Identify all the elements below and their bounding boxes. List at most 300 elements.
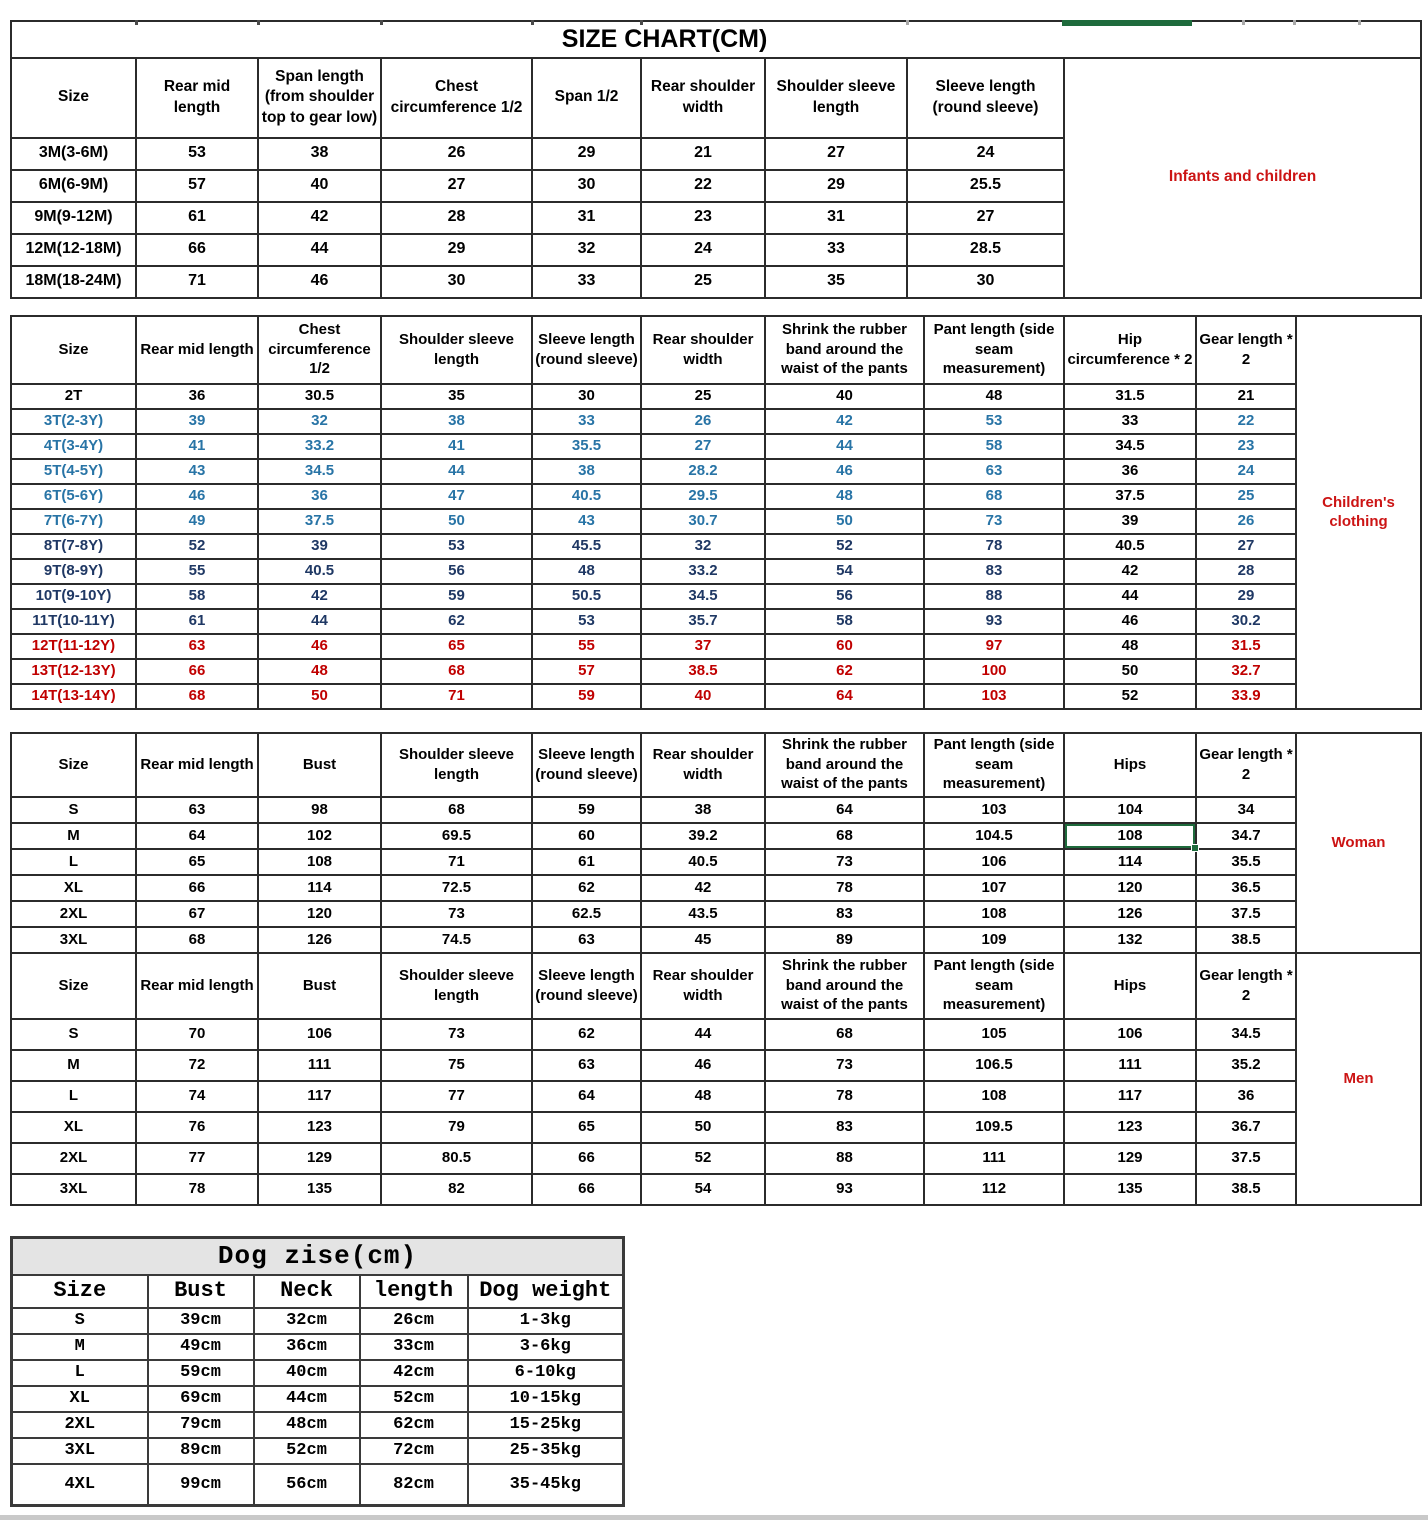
infants-cell-2-7: 27 bbox=[907, 202, 1064, 234]
children-cell-4-5: 29.5 bbox=[641, 484, 765, 509]
men-cell-0-7: 105 bbox=[924, 1019, 1064, 1050]
children-cell-10-6: 60 bbox=[765, 634, 924, 659]
children-col-header-8: Hip circumference * 2 bbox=[1064, 316, 1196, 384]
children-cell-11-2: 48 bbox=[258, 659, 381, 684]
children-cell-1-2: 32 bbox=[258, 409, 381, 434]
dog-col-header-1: Bust bbox=[148, 1275, 254, 1308]
infants-title-row bbox=[11, 21, 1421, 58]
men-cell-2-3: 77 bbox=[381, 1081, 532, 1112]
infants-side-label: Infants and children bbox=[1064, 58, 1421, 298]
children-cell-3-1: 43 bbox=[136, 459, 258, 484]
children-row-1 bbox=[11, 409, 1421, 434]
woman-cell-3-6: 78 bbox=[765, 875, 924, 901]
woman-cell-4-7: 108 bbox=[924, 901, 1064, 927]
woman-cell-3-0: XL bbox=[11, 875, 136, 901]
men-col-header-0: Size bbox=[11, 953, 136, 1019]
woman-cell-1-8: 108 bbox=[1064, 823, 1196, 849]
children-cell-6-2: 39 bbox=[258, 534, 381, 559]
woman-cell-2-2: 108 bbox=[258, 849, 381, 875]
dog-col-header-3: length bbox=[360, 1275, 468, 1308]
children-cell-1-3: 38 bbox=[381, 409, 532, 434]
men-cell-5-4: 66 bbox=[532, 1174, 641, 1205]
children-row-11 bbox=[11, 659, 1421, 684]
children-row-5 bbox=[11, 509, 1421, 534]
column-tick bbox=[1293, 20, 1296, 25]
children-cell-8-5: 34.5 bbox=[641, 584, 765, 609]
men-cell-0-5: 44 bbox=[641, 1019, 765, 1050]
children-cell-12-9: 33.9 bbox=[1196, 684, 1296, 709]
woman-cell-1-6: 68 bbox=[765, 823, 924, 849]
dog-cell-5-1: 89cm bbox=[148, 1438, 254, 1464]
children-cell-6-5: 32 bbox=[641, 534, 765, 559]
men-cell-1-3: 75 bbox=[381, 1050, 532, 1081]
men-cell-3-0: XL bbox=[11, 1112, 136, 1143]
children-cell-9-9: 30.2 bbox=[1196, 609, 1296, 634]
children-cell-0-0: 2T bbox=[11, 384, 136, 409]
children-row-8 bbox=[11, 584, 1421, 609]
dog-cell-2-3: 42cm bbox=[360, 1360, 468, 1386]
children-cell-2-9: 23 bbox=[1196, 434, 1296, 459]
men-cell-4-1: 77 bbox=[136, 1143, 258, 1174]
men-cell-3-8: 123 bbox=[1064, 1112, 1196, 1143]
children-cell-9-3: 62 bbox=[381, 609, 532, 634]
infants-cell-3-0: 12M(12-18M) bbox=[11, 234, 136, 266]
infants-cell-4-1: 71 bbox=[136, 266, 258, 298]
dog-cell-5-3: 72cm bbox=[360, 1438, 468, 1464]
children-cell-12-5: 40 bbox=[641, 684, 765, 709]
men-row-2 bbox=[11, 1081, 1421, 1112]
children-row-9 bbox=[11, 609, 1421, 634]
infants-cell-0-7: 24 bbox=[907, 138, 1064, 170]
dog-cell-1-1: 49cm bbox=[148, 1334, 254, 1360]
children-cell-9-6: 58 bbox=[765, 609, 924, 634]
men-cell-5-8: 135 bbox=[1064, 1174, 1196, 1205]
dog-cell-2-0: L bbox=[12, 1360, 148, 1386]
children-cell-10-8: 48 bbox=[1064, 634, 1196, 659]
men-cell-3-7: 109.5 bbox=[924, 1112, 1064, 1143]
dog-cell-3-4: 10-15kg bbox=[468, 1386, 624, 1412]
woman-cell-5-0: 3XL bbox=[11, 927, 136, 953]
woman-cell-0-3: 68 bbox=[381, 797, 532, 823]
infants-cell-4-3: 30 bbox=[381, 266, 532, 298]
infants-cell-3-3: 29 bbox=[381, 234, 532, 266]
children-cell-5-7: 73 bbox=[924, 509, 1064, 534]
children-cell-6-3: 53 bbox=[381, 534, 532, 559]
children-cell-3-0: 5T(4-5Y) bbox=[11, 459, 136, 484]
children-cell-5-6: 50 bbox=[765, 509, 924, 534]
children-cell-2-0: 4T(3-4Y) bbox=[11, 434, 136, 459]
woman-col-header-1: Rear mid length bbox=[136, 733, 258, 797]
infants-cell-0-5: 21 bbox=[641, 138, 765, 170]
woman-cell-5-7: 109 bbox=[924, 927, 1064, 953]
dog-col-header-0: Size bbox=[12, 1275, 148, 1308]
men-col-header-7: Pant length (side seam measurement) bbox=[924, 953, 1064, 1019]
children-cell-5-0: 7T(6-7Y) bbox=[11, 509, 136, 534]
children-row-4 bbox=[11, 484, 1421, 509]
children-cell-3-6: 46 bbox=[765, 459, 924, 484]
children-cell-11-3: 68 bbox=[381, 659, 532, 684]
children-cell-6-7: 78 bbox=[924, 534, 1064, 559]
children-cell-10-4: 55 bbox=[532, 634, 641, 659]
children-cell-2-1: 41 bbox=[136, 434, 258, 459]
children-cell-1-4: 33 bbox=[532, 409, 641, 434]
children-cell-8-7: 88 bbox=[924, 584, 1064, 609]
men-cell-0-1: 70 bbox=[136, 1019, 258, 1050]
woman-cell-1-0: M bbox=[11, 823, 136, 849]
children-cell-4-0: 6T(5-6Y) bbox=[11, 484, 136, 509]
children-cell-5-1: 49 bbox=[136, 509, 258, 534]
woman-cell-4-5: 43.5 bbox=[641, 901, 765, 927]
woman-cell-4-9: 37.5 bbox=[1196, 901, 1296, 927]
infants-cell-1-0: 6M(6-9M) bbox=[11, 170, 136, 202]
infants-cell-2-1: 61 bbox=[136, 202, 258, 234]
dog-title-row bbox=[12, 1237, 624, 1275]
men-cell-1-8: 111 bbox=[1064, 1050, 1196, 1081]
woman-cell-3-9: 36.5 bbox=[1196, 875, 1296, 901]
children-cell-9-0: 11T(10-11Y) bbox=[11, 609, 136, 634]
woman-header-row bbox=[11, 733, 1421, 797]
men-cell-2-8: 117 bbox=[1064, 1081, 1196, 1112]
woman-col-header-2: Bust bbox=[258, 733, 381, 797]
children-col-header-6: Shrink the rubber band around the waist of the pants bbox=[765, 316, 924, 384]
woman-cell-0-9: 34 bbox=[1196, 797, 1296, 823]
infants-cell-3-4: 32 bbox=[532, 234, 641, 266]
dog-row-4 bbox=[12, 1412, 624, 1438]
children-cell-9-5: 35.7 bbox=[641, 609, 765, 634]
children-cell-7-7: 83 bbox=[924, 559, 1064, 584]
children-cell-3-8: 36 bbox=[1064, 459, 1196, 484]
children-cell-6-4: 45.5 bbox=[532, 534, 641, 559]
woman-cell-4-6: 83 bbox=[765, 901, 924, 927]
column-tick bbox=[1242, 20, 1245, 25]
children-cell-8-1: 58 bbox=[136, 584, 258, 609]
infants-cell-2-3: 28 bbox=[381, 202, 532, 234]
children-cell-8-4: 50.5 bbox=[532, 584, 641, 609]
children-cell-4-3: 47 bbox=[381, 484, 532, 509]
children-cell-7-6: 54 bbox=[765, 559, 924, 584]
men-cell-0-4: 62 bbox=[532, 1019, 641, 1050]
dog-cell-5-4: 25-35kg bbox=[468, 1438, 624, 1464]
children-cell-7-1: 55 bbox=[136, 559, 258, 584]
woman-cell-0-7: 103 bbox=[924, 797, 1064, 823]
dog-size-table bbox=[10, 1236, 625, 1507]
woman-row-3 bbox=[11, 875, 1421, 901]
men-cell-5-1: 78 bbox=[136, 1174, 258, 1205]
infants-cell-3-5: 24 bbox=[641, 234, 765, 266]
woman-cell-2-4: 61 bbox=[532, 849, 641, 875]
dog-col-header-2: Neck bbox=[254, 1275, 360, 1308]
woman-cell-1-1: 64 bbox=[136, 823, 258, 849]
woman-cell-3-4: 62 bbox=[532, 875, 641, 901]
dog-cell-5-0: 3XL bbox=[12, 1438, 148, 1464]
men-cell-5-0: 3XL bbox=[11, 1174, 136, 1205]
dog-cell-5-2: 52cm bbox=[254, 1438, 360, 1464]
children-cell-8-3: 59 bbox=[381, 584, 532, 609]
woman-cell-4-0: 2XL bbox=[11, 901, 136, 927]
infants-cell-4-0: 18M(18-24M) bbox=[11, 266, 136, 298]
children-cell-4-1: 46 bbox=[136, 484, 258, 509]
children-cell-12-8: 52 bbox=[1064, 684, 1196, 709]
men-col-header-5: Rear shoulder width bbox=[641, 953, 765, 1019]
men-cell-0-6: 68 bbox=[765, 1019, 924, 1050]
men-row-5 bbox=[11, 1174, 1421, 1205]
men-cell-0-9: 34.5 bbox=[1196, 1019, 1296, 1050]
dog-cell-1-2: 36cm bbox=[254, 1334, 360, 1360]
children-cell-0-7: 48 bbox=[924, 384, 1064, 409]
children-cell-4-6: 48 bbox=[765, 484, 924, 509]
men-row-1 bbox=[11, 1050, 1421, 1081]
infants-cell-0-3: 26 bbox=[381, 138, 532, 170]
dog-cell-0-2: 32cm bbox=[254, 1308, 360, 1334]
children-cell-5-9: 26 bbox=[1196, 509, 1296, 534]
children-header-row bbox=[11, 316, 1421, 384]
men-size-table bbox=[10, 952, 1422, 1206]
infants-cell-0-0: 3M(3-6M) bbox=[11, 138, 136, 170]
children-cell-6-1: 52 bbox=[136, 534, 258, 559]
infants-col-header-2: Span length (from shoulder top to gear low) bbox=[258, 58, 381, 138]
infants-cell-1-2: 40 bbox=[258, 170, 381, 202]
men-cell-1-0: M bbox=[11, 1050, 136, 1081]
dog-cell-2-1: 59cm bbox=[148, 1360, 254, 1386]
men-cell-5-5: 54 bbox=[641, 1174, 765, 1205]
dog-cell-3-2: 44cm bbox=[254, 1386, 360, 1412]
children-cell-2-7: 58 bbox=[924, 434, 1064, 459]
infants-cell-2-2: 42 bbox=[258, 202, 381, 234]
dog-cell-0-0: S bbox=[12, 1308, 148, 1334]
children-size-table bbox=[10, 315, 1422, 710]
children-cell-4-2: 36 bbox=[258, 484, 381, 509]
children-cell-10-1: 63 bbox=[136, 634, 258, 659]
children-row-0 bbox=[11, 384, 1421, 409]
woman-cell-2-5: 40.5 bbox=[641, 849, 765, 875]
dog-cell-2-4: 6-10kg bbox=[468, 1360, 624, 1386]
column-tick bbox=[906, 20, 909, 25]
children-cell-2-2: 33.2 bbox=[258, 434, 381, 459]
children-cell-5-3: 50 bbox=[381, 509, 532, 534]
infants-cell-2-0: 9M(9-12M) bbox=[11, 202, 136, 234]
children-cell-3-7: 63 bbox=[924, 459, 1064, 484]
men-col-header-2: Bust bbox=[258, 953, 381, 1019]
infants-col-header-7: Sleeve length (round sleeve) bbox=[907, 58, 1064, 138]
children-cell-8-8: 44 bbox=[1064, 584, 1196, 609]
men-cell-4-3: 80.5 bbox=[381, 1143, 532, 1174]
children-cell-2-6: 44 bbox=[765, 434, 924, 459]
children-cell-1-9: 22 bbox=[1196, 409, 1296, 434]
children-cell-9-7: 93 bbox=[924, 609, 1064, 634]
dog-cell-3-0: XL bbox=[12, 1386, 148, 1412]
children-col-header-2: Chest circumference 1/2 bbox=[258, 316, 381, 384]
dog-row-6 bbox=[12, 1464, 624, 1505]
men-row-4 bbox=[11, 1143, 1421, 1174]
woman-cell-4-8: 126 bbox=[1064, 901, 1196, 927]
children-cell-12-0: 14T(13-14Y) bbox=[11, 684, 136, 709]
children-cell-6-9: 27 bbox=[1196, 534, 1296, 559]
children-col-header-4: Sleeve length (round sleeve) bbox=[532, 316, 641, 384]
woman-cell-1-7: 104.5 bbox=[924, 823, 1064, 849]
woman-col-header-4: Sleeve length (round sleeve) bbox=[532, 733, 641, 797]
woman-col-header-8: Hips bbox=[1064, 733, 1196, 797]
men-cell-1-5: 46 bbox=[641, 1050, 765, 1081]
children-cell-12-6: 64 bbox=[765, 684, 924, 709]
children-cell-12-7: 103 bbox=[924, 684, 1064, 709]
infants-cell-4-7: 30 bbox=[907, 266, 1064, 298]
children-cell-10-2: 46 bbox=[258, 634, 381, 659]
dog-cell-1-3: 33cm bbox=[360, 1334, 468, 1360]
children-cell-3-9: 24 bbox=[1196, 459, 1296, 484]
woman-cell-0-5: 38 bbox=[641, 797, 765, 823]
infants-cell-3-1: 66 bbox=[136, 234, 258, 266]
woman-cell-1-2: 102 bbox=[258, 823, 381, 849]
woman-cell-5-5: 45 bbox=[641, 927, 765, 953]
men-cell-5-2: 135 bbox=[258, 1174, 381, 1205]
men-cell-4-2: 129 bbox=[258, 1143, 381, 1174]
infants-cell-1-5: 22 bbox=[641, 170, 765, 202]
children-cell-5-5: 30.7 bbox=[641, 509, 765, 534]
children-cell-10-7: 97 bbox=[924, 634, 1064, 659]
dog-col-header-4: Dog weight bbox=[468, 1275, 624, 1308]
dog-cell-3-1: 69cm bbox=[148, 1386, 254, 1412]
men-cell-4-4: 66 bbox=[532, 1143, 641, 1174]
men-cell-1-9: 35.2 bbox=[1196, 1050, 1296, 1081]
woman-cell-3-1: 66 bbox=[136, 875, 258, 901]
children-cell-4-8: 37.5 bbox=[1064, 484, 1196, 509]
dog-row-3 bbox=[12, 1386, 624, 1412]
children-cell-0-1: 36 bbox=[136, 384, 258, 409]
infants-cell-4-2: 46 bbox=[258, 266, 381, 298]
children-cell-8-6: 56 bbox=[765, 584, 924, 609]
woman-cell-5-9: 38.5 bbox=[1196, 927, 1296, 953]
men-row-3 bbox=[11, 1112, 1421, 1143]
woman-cell-0-6: 64 bbox=[765, 797, 924, 823]
infants-cell-0-6: 27 bbox=[765, 138, 907, 170]
dog-cell-4-1: 79cm bbox=[148, 1412, 254, 1438]
men-cell-4-7: 111 bbox=[924, 1143, 1064, 1174]
children-cell-11-0: 13T(12-13Y) bbox=[11, 659, 136, 684]
men-cell-5-3: 82 bbox=[381, 1174, 532, 1205]
children-cell-5-8: 39 bbox=[1064, 509, 1196, 534]
infants-col-header-6: Shoulder sleeve length bbox=[765, 58, 907, 138]
men-cell-2-9: 36 bbox=[1196, 1081, 1296, 1112]
woman-cell-2-0: L bbox=[11, 849, 136, 875]
woman-cell-5-3: 74.5 bbox=[381, 927, 532, 953]
woman-cell-2-9: 35.5 bbox=[1196, 849, 1296, 875]
infants-cell-3-6: 33 bbox=[765, 234, 907, 266]
woman-cell-3-5: 42 bbox=[641, 875, 765, 901]
woman-cell-4-2: 120 bbox=[258, 901, 381, 927]
woman-row-4 bbox=[11, 901, 1421, 927]
children-cell-1-7: 53 bbox=[924, 409, 1064, 434]
men-cell-0-0: S bbox=[11, 1019, 136, 1050]
men-side-label: Men bbox=[1296, 953, 1421, 1205]
woman-cell-2-1: 65 bbox=[136, 849, 258, 875]
dog-cell-4-4: 15-25kg bbox=[468, 1412, 624, 1438]
men-col-header-4: Sleeve length (round sleeve) bbox=[532, 953, 641, 1019]
children-cell-5-4: 43 bbox=[532, 509, 641, 534]
woman-row-1 bbox=[11, 823, 1421, 849]
dog-cell-3-3: 52cm bbox=[360, 1386, 468, 1412]
dog-cell-4-0: 2XL bbox=[12, 1412, 148, 1438]
men-cell-4-6: 88 bbox=[765, 1143, 924, 1174]
woman-col-header-6: Shrink the rubber band around the waist of the pants bbox=[765, 733, 924, 797]
men-cell-3-9: 36.7 bbox=[1196, 1112, 1296, 1143]
children-cell-9-4: 53 bbox=[532, 609, 641, 634]
men-col-header-9: Gear length * 2 bbox=[1196, 953, 1296, 1019]
children-col-header-0: Size bbox=[11, 316, 136, 384]
woman-cell-0-0: S bbox=[11, 797, 136, 823]
woman-row-2 bbox=[11, 849, 1421, 875]
infants-cell-2-5: 23 bbox=[641, 202, 765, 234]
men-header-row bbox=[11, 953, 1421, 1019]
dog-cell-1-0: M bbox=[12, 1334, 148, 1360]
children-cell-6-8: 40.5 bbox=[1064, 534, 1196, 559]
woman-col-header-5: Rear shoulder width bbox=[641, 733, 765, 797]
men-cell-1-6: 73 bbox=[765, 1050, 924, 1081]
dog-cell-1-4: 3-6kg bbox=[468, 1334, 624, 1360]
children-cell-1-1: 39 bbox=[136, 409, 258, 434]
men-cell-2-5: 48 bbox=[641, 1081, 765, 1112]
sheet-bottom-gridline bbox=[0, 1515, 1428, 1520]
men-cell-4-5: 52 bbox=[641, 1143, 765, 1174]
children-row-10 bbox=[11, 634, 1421, 659]
children-col-header-3: Shoulder sleeve length bbox=[381, 316, 532, 384]
woman-size-table bbox=[10, 732, 1422, 954]
infants-col-header-3: Chest circumference 1/2 bbox=[381, 58, 532, 138]
men-cell-3-4: 65 bbox=[532, 1112, 641, 1143]
children-cell-0-5: 25 bbox=[641, 384, 765, 409]
children-cell-7-3: 56 bbox=[381, 559, 532, 584]
men-cell-2-1: 74 bbox=[136, 1081, 258, 1112]
children-cell-11-8: 50 bbox=[1064, 659, 1196, 684]
woman-cell-1-9: 34.7 bbox=[1196, 823, 1296, 849]
children-cell-7-2: 40.5 bbox=[258, 559, 381, 584]
men-cell-1-4: 63 bbox=[532, 1050, 641, 1081]
men-cell-3-6: 83 bbox=[765, 1112, 924, 1143]
woman-cell-5-6: 89 bbox=[765, 927, 924, 953]
dog-cell-4-2: 48cm bbox=[254, 1412, 360, 1438]
dog-cell-2-2: 40cm bbox=[254, 1360, 360, 1386]
woman-cell-2-7: 106 bbox=[924, 849, 1064, 875]
children-col-header-1: Rear mid length bbox=[136, 316, 258, 384]
children-col-header-7: Pant length (side seam measurement) bbox=[924, 316, 1064, 384]
children-cell-10-3: 65 bbox=[381, 634, 532, 659]
woman-cell-1-4: 60 bbox=[532, 823, 641, 849]
dog-row-0 bbox=[12, 1308, 624, 1334]
woman-col-header-3: Shoulder sleeve length bbox=[381, 733, 532, 797]
children-row-6 bbox=[11, 534, 1421, 559]
dog-cell-6-0: 4XL bbox=[12, 1464, 148, 1505]
children-cell-8-2: 42 bbox=[258, 584, 381, 609]
column-tick bbox=[640, 20, 643, 25]
children-cell-7-5: 33.2 bbox=[641, 559, 765, 584]
men-cell-5-9: 38.5 bbox=[1196, 1174, 1296, 1205]
woman-cell-1-5: 39.2 bbox=[641, 823, 765, 849]
infants-col-header-0: Size bbox=[11, 58, 136, 138]
children-cell-12-4: 59 bbox=[532, 684, 641, 709]
children-cell-0-9: 21 bbox=[1196, 384, 1296, 409]
woman-cell-3-3: 72.5 bbox=[381, 875, 532, 901]
infants-header-row bbox=[11, 58, 1421, 138]
men-cell-5-6: 93 bbox=[765, 1174, 924, 1205]
dog-cell-6-1: 99cm bbox=[148, 1464, 254, 1505]
children-cell-11-9: 32.7 bbox=[1196, 659, 1296, 684]
infants-cell-1-7: 25.5 bbox=[907, 170, 1064, 202]
infants-cell-4-4: 33 bbox=[532, 266, 641, 298]
children-cell-2-8: 34.5 bbox=[1064, 434, 1196, 459]
men-cell-3-2: 123 bbox=[258, 1112, 381, 1143]
woman-cell-2-6: 73 bbox=[765, 849, 924, 875]
men-col-header-1: Rear mid length bbox=[136, 953, 258, 1019]
infants-title: SIZE CHART(CM) bbox=[11, 21, 1421, 58]
